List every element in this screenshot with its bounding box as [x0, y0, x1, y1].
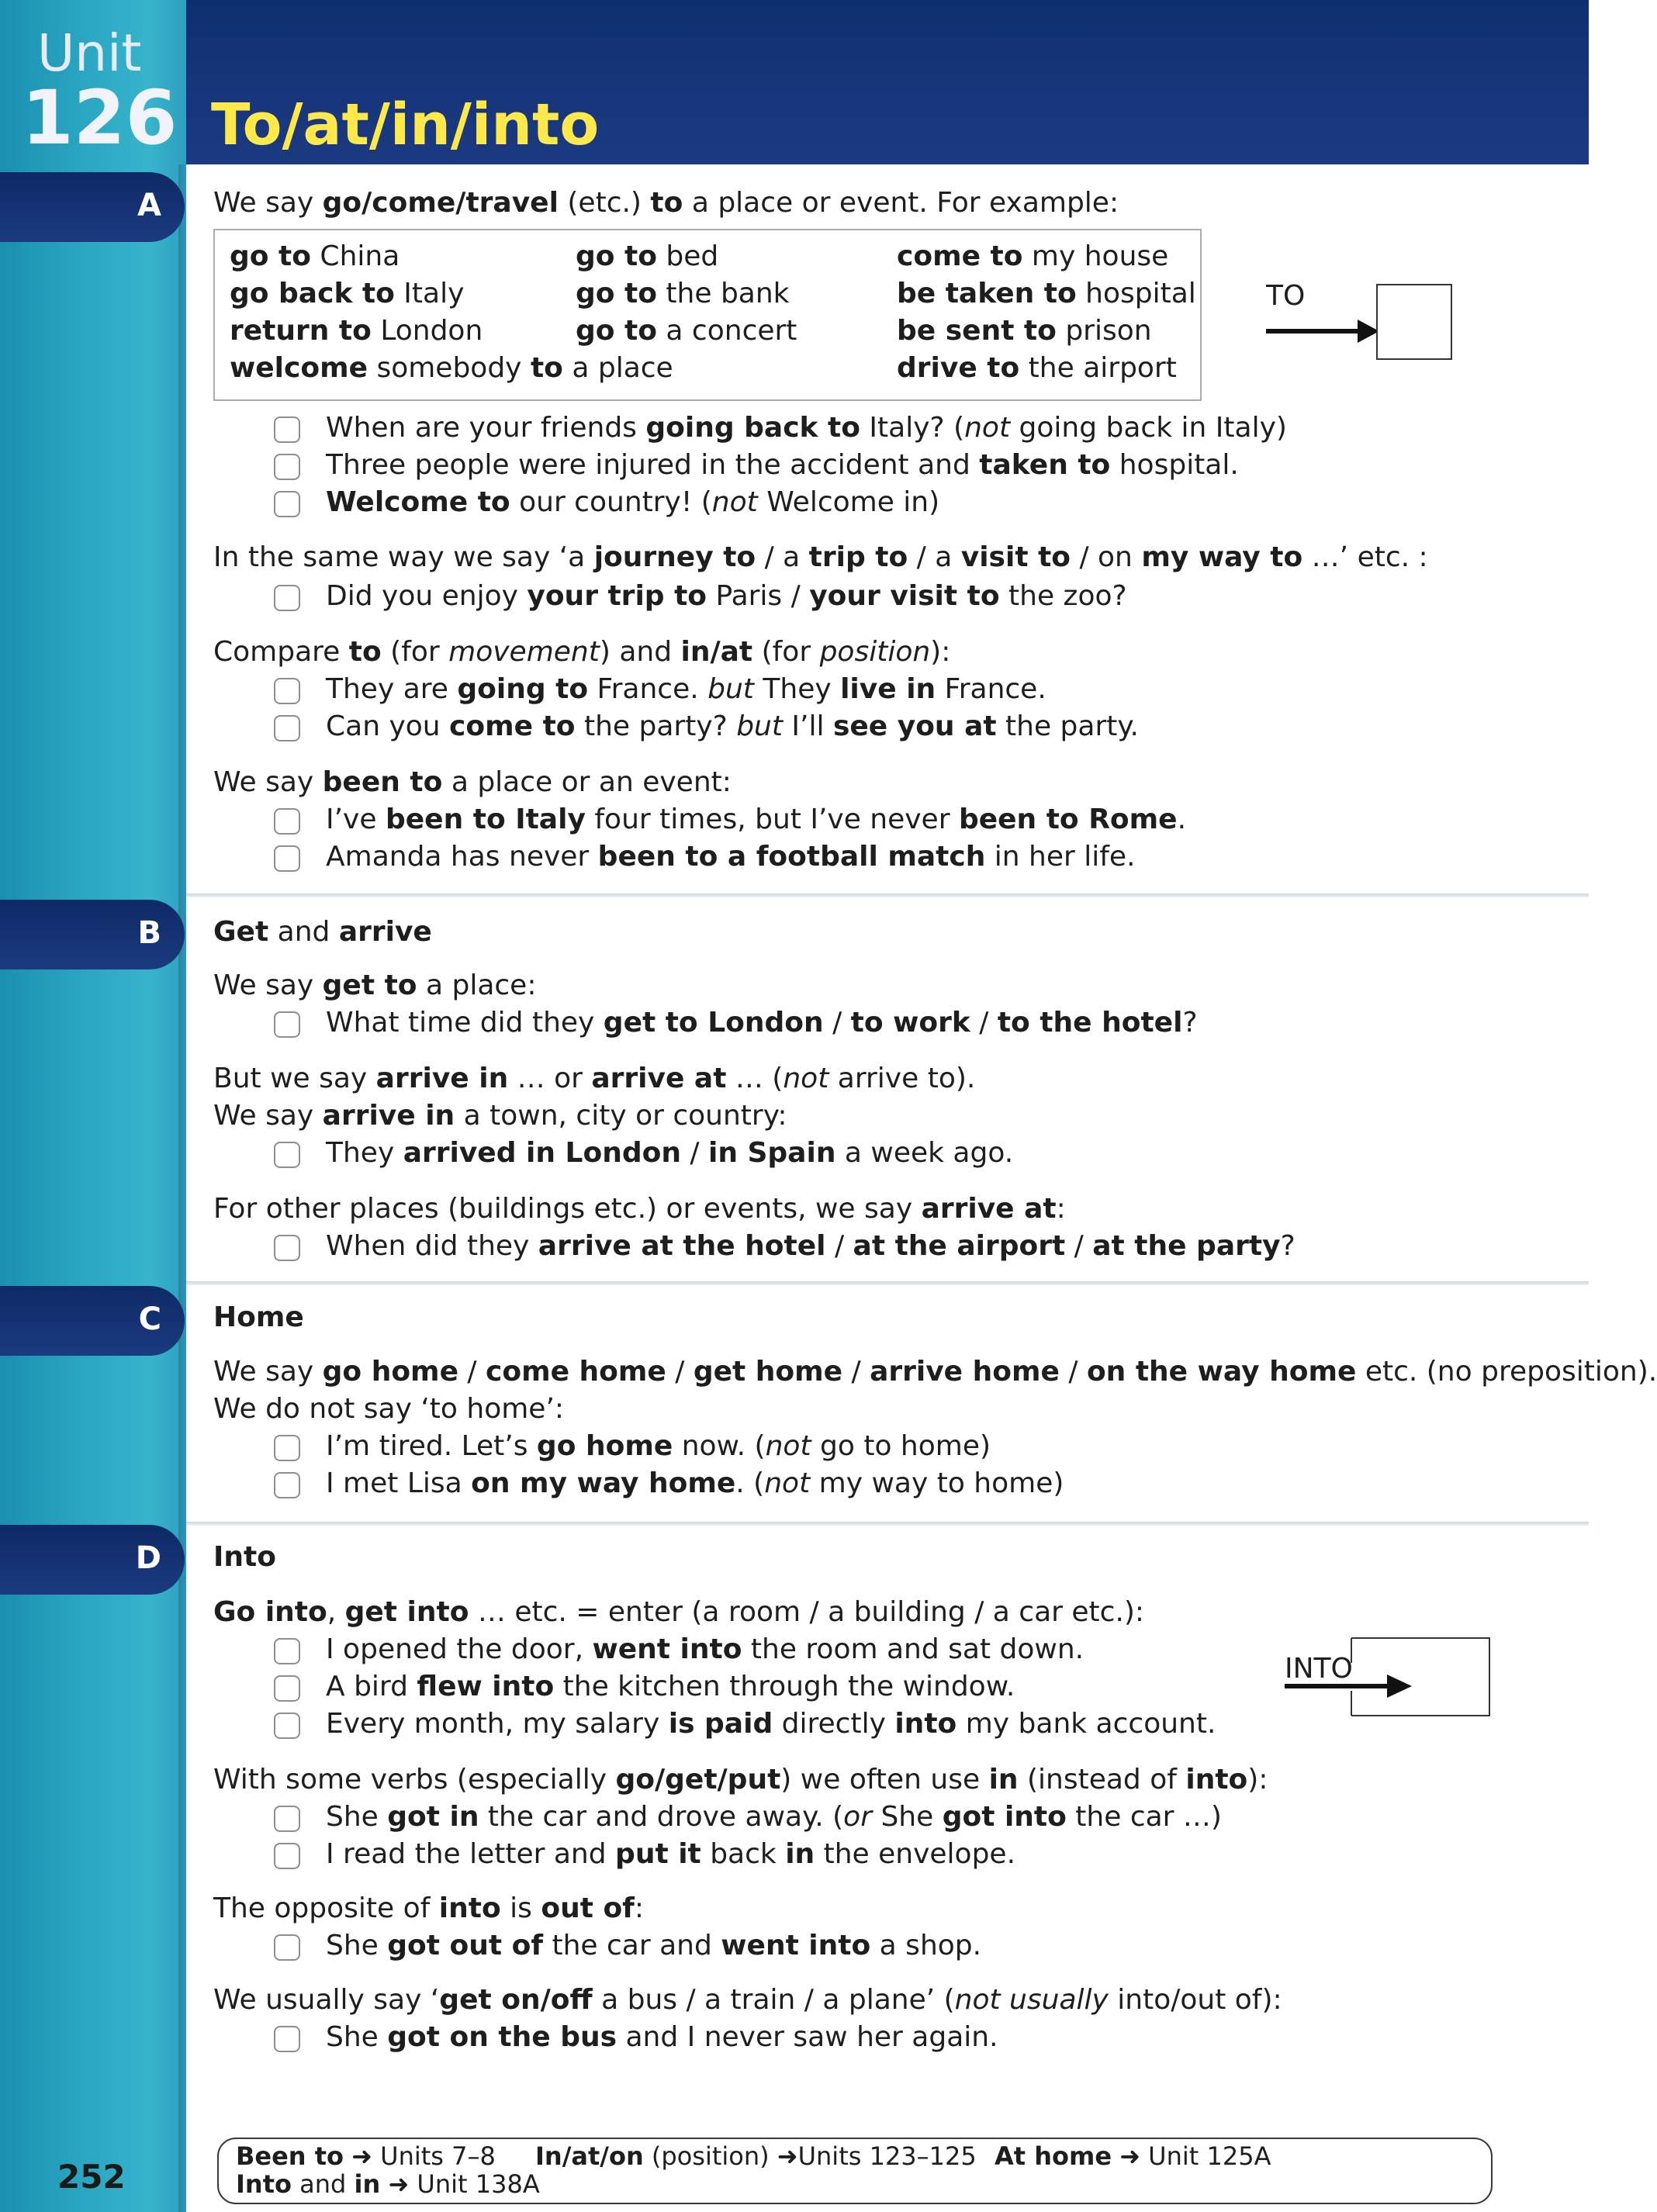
section-a-compare: Compare to (for movement) and in/at (for position):	[213, 636, 951, 668]
example-sentence: I’m tired. Let’s go home now. (not go to home)	[326, 1430, 991, 1462]
section-d-line-2: With some verbs (especially go/get/put) we often use in (instead of into):	[213, 1764, 1268, 1796]
example-sentence: She got on the bus and I never saw her again.	[326, 2021, 998, 2053]
example-checkbox[interactable]	[274, 1011, 300, 1038]
into-arrow-head	[1387, 1675, 1412, 1698]
example-checkbox[interactable]	[274, 1472, 300, 1498]
section-d-line-1: Go into, get into … etc. = enter (a room / a building / a car etc.):	[213, 1596, 1145, 1628]
crossref-in-at-on[interactable]: In/at/on (position) ➜Units 123–125	[535, 2141, 977, 2171]
section-divider	[186, 1522, 1589, 1526]
example-checkbox[interactable]	[274, 1843, 300, 1869]
example-sentence: She got in the car and drove away. (or She got into the car …)	[326, 1801, 1222, 1833]
unit-title: To/at/in/into	[211, 92, 600, 158]
example-checkbox[interactable]	[274, 1235, 300, 1261]
page-number: 252	[57, 2158, 126, 2196]
section-divider	[186, 1281, 1589, 1285]
unit-number: 126	[22, 74, 178, 161]
unit-label: Unit	[37, 23, 142, 83]
example-checkbox[interactable]	[274, 491, 300, 517]
section-d-letter: D	[135, 1540, 161, 1576]
example-phrase: be sent to prison	[897, 315, 1152, 347]
section-a-been: We say been to a place or an event:	[213, 766, 732, 798]
section-c-line-1: We say go home / come home / get home / arrive home / on the way home etc. (no preposition).	[213, 1356, 1657, 1388]
crossref-been-to[interactable]: Been to ➜ Units 7–8	[236, 2141, 496, 2171]
example-sentence: Can you come to the party? but I’ll see you at the party.	[326, 710, 1140, 742]
section-c-line-2: We do not say ‘to home’:	[213, 1393, 565, 1425]
example-checkbox[interactable]	[274, 845, 300, 872]
example-phrase: go to bed	[576, 240, 719, 272]
example-sentence: They are going to France. but They live in France.	[326, 673, 1046, 705]
example-phrase: welcome somebody to a place	[230, 352, 673, 384]
example-checkbox[interactable]	[274, 2026, 300, 2052]
example-checkbox[interactable]	[274, 1806, 300, 1832]
example-checkbox[interactable]	[274, 454, 300, 480]
section-a-intro: We say go/come/travel (etc.) to a place or event. For example:	[213, 187, 1119, 219]
example-sentence: Welcome to our country! (not Welcome in)	[326, 486, 940, 518]
sidebar-shadow	[178, 164, 189, 2212]
example-checkbox[interactable]	[274, 715, 300, 741]
section-b-get-to: We say get to a place:	[213, 969, 537, 1001]
example-phrase: go back to Italy	[230, 278, 465, 309]
example-phrase: go to a concert	[576, 315, 797, 347]
example-sentence: Did you enjoy your trip to Paris / your visit to the zoo?	[326, 580, 1127, 612]
section-d-line-3: The opposite of into is out of:	[213, 1892, 644, 1924]
section-tab-a	[0, 172, 185, 242]
to-target-box	[1377, 285, 1451, 359]
example-sentence: They arrived in London / in Spain a week ago.	[326, 1137, 1014, 1169]
to-diagram-label: TO	[1266, 280, 1306, 312]
example-checkbox[interactable]	[274, 678, 300, 704]
into-diagram-label: INTO	[1285, 1653, 1353, 1685]
example-checkbox[interactable]	[274, 808, 300, 835]
example-sentence: I’ve been to Italy four times, but I’ve never been to Rome.	[326, 804, 1187, 835]
example-sentence: She got out of the car and went into a shop.	[326, 1930, 982, 1961]
example-checkbox[interactable]	[274, 1638, 300, 1664]
example-sentence: When did they arrive at the hotel / at the airport / at the party?	[326, 1230, 1296, 1262]
example-phrase: go to China	[230, 240, 400, 272]
section-divider	[186, 893, 1589, 897]
example-checkbox[interactable]	[274, 1435, 300, 1461]
section-tab-d	[0, 1525, 185, 1595]
example-checkbox[interactable]	[274, 1713, 300, 1739]
section-c-letter: C	[138, 1301, 161, 1337]
section-b-arrive-1: But we say arrive in … or arrive at … (not arrive to).	[213, 1063, 976, 1094]
section-tab-c	[0, 1286, 185, 1356]
to-diagram	[1264, 281, 1458, 366]
example-phrase: come to my house	[897, 240, 1169, 272]
to-arrow-head	[1358, 320, 1379, 343]
section-b-arrive-2: We say arrive in a town, city or country:	[213, 1100, 787, 1132]
crossref-into-in[interactable]: Into and in ➜ Unit 138A	[236, 2169, 540, 2199]
example-sentence: I read the letter and put it back in the envelope.	[326, 1838, 1016, 1870]
example-sentence: I opened the door, went into the room and sat down.	[326, 1633, 1084, 1665]
section-c-heading: Home	[213, 1301, 304, 1333]
example-sentence: What time did they get to London / to work / to the hotel?	[326, 1007, 1198, 1039]
section-d-line-4: We usually say ‘get on/off a bus / a train / a plane’ (not usually into/out of):	[213, 1984, 1282, 2016]
into-diagram	[1280, 1632, 1497, 1725]
example-checkbox[interactable]	[274, 585, 300, 611]
section-b-heading: Get and arrive	[213, 916, 432, 948]
example-phrase: be taken to hospital	[897, 278, 1196, 309]
example-checkbox[interactable]	[274, 1675, 300, 1702]
section-b-other: For other places (buildings etc.) or events, we say arrive at:	[213, 1193, 1066, 1225]
example-sentence: I met Lisa on my way home. (not my way to home)	[326, 1467, 1064, 1499]
example-checkbox[interactable]	[274, 416, 300, 443]
section-a-letter: A	[137, 188, 161, 223]
into-box-outline	[1351, 1638, 1489, 1716]
section-tab-b	[0, 900, 185, 969]
example-phrase: drive to the airport	[897, 352, 1177, 384]
section-d-heading: Into	[213, 1541, 276, 1573]
section-a-same-way: In the same way we say ‘a journey to / a trip to / a visit to / on my way to …’ etc. :	[213, 541, 1428, 573]
example-phrase: go to the bank	[576, 278, 790, 309]
crossref-at-home[interactable]: At home ➜ Unit 125A	[995, 2141, 1271, 2171]
example-phrase: return to London	[230, 315, 483, 347]
example-sentence: When are your friends going back to Italy? (not going back in Italy)	[326, 412, 1287, 444]
example-checkbox[interactable]	[274, 1934, 300, 1961]
section-b-letter: B	[137, 915, 161, 951]
sidebar	[0, 0, 186, 2212]
example-sentence: Every month, my salary is paid directly into my bank account.	[326, 1708, 1216, 1740]
example-sentence: Three people were injured in the accident and taken to hospital.	[326, 449, 1239, 481]
example-sentence: A bird flew into the kitchen through the window.	[326, 1671, 1015, 1702]
example-checkbox[interactable]	[274, 1142, 300, 1168]
example-sentence: Amanda has never been to a football match in her life.	[326, 841, 1136, 873]
